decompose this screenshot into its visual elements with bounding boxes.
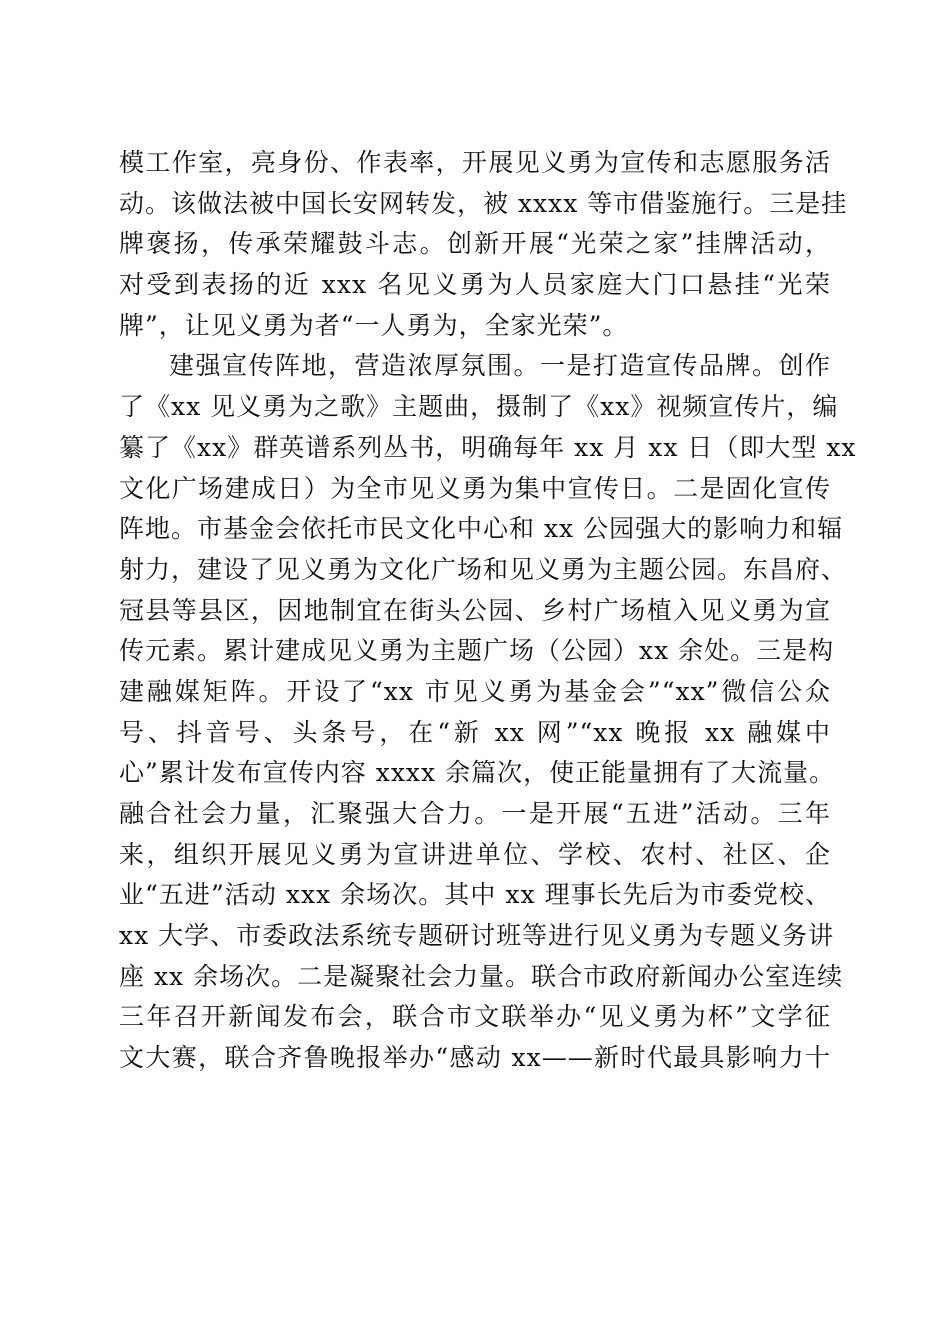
text-line: 了《xx 见义勇为之歌》主题曲，摄制了《xx》视频宣传片，编 xyxy=(119,392,839,422)
text-line: 阵地。市基金会依托市民文化中心和 xx 公园强大的影响力和辐 xyxy=(119,514,844,544)
text-line: 冠县等县区，因地制宜在街头公园、乡村广场植入见义勇为宣 xyxy=(119,595,831,625)
paragraph-start-line: 建强宣传阵地，营造浓厚氛围。一是打造宣传品牌。创作 xyxy=(169,351,831,381)
text-line: 号、抖音号、头条号，在“新 xx 网”“xx 晚报 xx 融媒中 xyxy=(119,717,831,747)
text-line: 建融媒矩阵。开设了“xx 市见义勇为基金会”“xx”微信公众 xyxy=(119,676,831,706)
text-line: 来，组织开展见义勇为宣讲进单位、学校、农村、社区、企 xyxy=(119,839,831,869)
text-line: 射力，建设了见义勇为文化广场和见义勇为主题公园。东昌府、 xyxy=(119,554,848,584)
text-line: xx 大学、市委政法系统专题研讨班等进行见义勇为专题义务讲 xyxy=(119,921,835,951)
text-line: 业“五进”活动 xxx 余场次。其中 xx 理事长先后为市委党校、 xyxy=(119,880,831,910)
text-line: 模工作室，亮身份、作表率，开展见义勇为宣传和志愿服务活 xyxy=(119,148,831,177)
text-line: 传元素。累计建成见义勇为主题广场（公园）xx 余处。三是构 xyxy=(119,636,835,666)
text-line: 动。该做法被中国长安网转发，被 xxxx 等市借鉴施行。三是挂 xyxy=(119,188,848,218)
text-line: 心”累计发布宣传内容 xxxx 余篇次，使正能量拥有了大流量。 xyxy=(119,758,836,788)
text-line: 座 xx 余场次。二是凝聚社会力量。联合市政府新闻办公室连续 xyxy=(119,961,844,991)
text-line: 牌”，让见义勇为者“一人勇为，全家光荣”。 xyxy=(119,310,629,340)
text-line: 对受到表扬的近 xxx 名见义勇为人员家庭大门口悬挂“光荣 xyxy=(119,270,831,300)
text-line: 牌褒扬，传承荣耀鼓斗志。创新开展“光荣之家”挂牌活动， xyxy=(119,229,831,259)
text-line: 文化广场建成日）为全市见义勇为集中宣传日。二是固化宣传 xyxy=(119,473,831,503)
text-line: 三年召开新闻发布会，联合市文联举办“见义勇为杯”文学征 xyxy=(119,1002,831,1032)
text-line: 纂了《xx》群英谱系列丛书，明确每年 xx 月 xx 日（即大型 xx xyxy=(119,432,857,462)
text-line: 融合社会力量，汇聚强大合力。一是开展“五进”活动。三年 xyxy=(119,799,831,828)
body-text xyxy=(119,143,857,1079)
text-line: 文大赛，联合齐鲁晚报举办“感动 xx——新时代最具影响力十 xyxy=(119,1043,831,1073)
